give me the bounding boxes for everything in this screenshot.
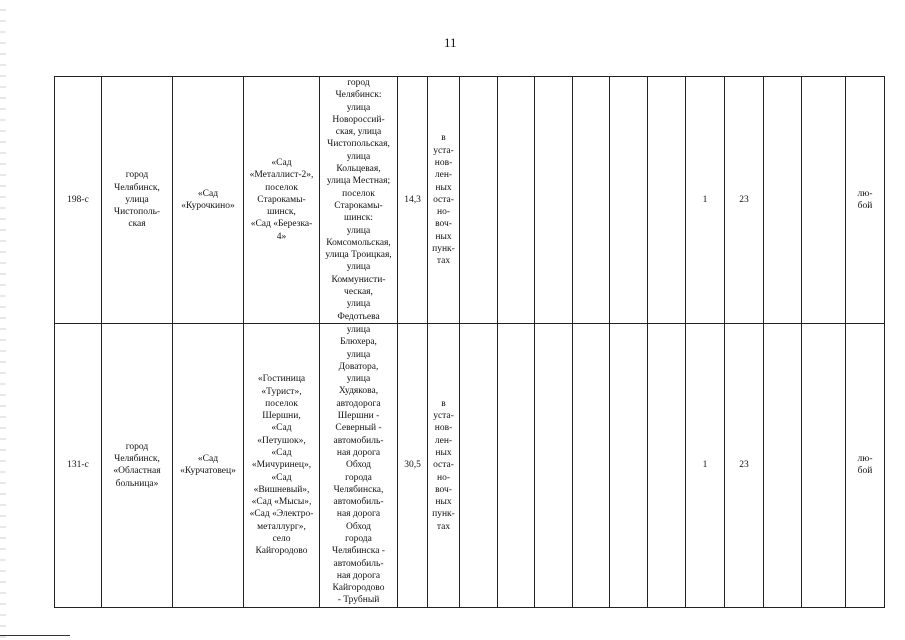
intermediate-stops-cell: «Гостиница «Турист», поселок Шершни, «Сад «Петушок», «Сад «Мичуринец», «Сад «Вишневый», «Сад «Мысы», «Сад «Электро- металлург», село Кайгородово [244, 323, 320, 607]
empty-cell [498, 77, 535, 324]
route-table [54, 76, 885, 608]
empty-cell [535, 323, 573, 607]
vehicle-count-cell: 1 [686, 77, 725, 324]
empty-cell [764, 77, 802, 324]
end-point-cell: «Сад «Курчатовец» [173, 323, 244, 607]
streets-cell: улица Блюхера, улица Доватора, улица Худякова, автодорога Шершни - Северный - автомобиль- ная дорога Обход города Челябинска, автомобиль- ная дорога Обход города Челябинска - автомобиль- ная дорога Кайгородово - Трубный [320, 323, 398, 607]
stops-order-cell: в уста- нов- лен- ных оста- но- воч- ных пунк- тах [428, 323, 460, 607]
vehicle-count-cell: 1 [686, 323, 725, 607]
route-length-class-cell: 23 [725, 323, 764, 607]
empty-cell [573, 77, 610, 324]
empty-cell [460, 77, 498, 324]
empty-cell [610, 77, 648, 324]
route-number-cell: 131-с [55, 323, 102, 607]
empty-cell [764, 323, 802, 607]
empty-cell [460, 323, 498, 607]
start-point-cell: город Челябинск, «Областная больница» [102, 323, 173, 607]
length-cell: 30,5 [398, 323, 428, 607]
vehicle-type-cell: лю- бой [846, 77, 885, 324]
stops-order-cell: в уста- нов- лен- ных оста- но- воч- ных пунк- тах [428, 77, 460, 324]
end-point-cell: «Сад «Курочкино» [173, 77, 244, 324]
empty-cell [802, 323, 846, 607]
scan-edge [0, 0, 6, 640]
empty-cell [573, 323, 610, 607]
table-row [55, 323, 885, 607]
intermediate-stops-cell: «Сад «Металлист-2», поселок Старокамы- шинск, «Сад «Березка- 4» [244, 77, 320, 324]
table-row [55, 77, 885, 324]
empty-cell [498, 323, 535, 607]
start-point-cell: город Челябинск, улица Чистополь- ская [102, 77, 173, 324]
route-length-class-cell: 23 [725, 77, 764, 324]
length-cell: 14,3 [398, 77, 428, 324]
empty-cell [610, 323, 648, 607]
route-number-cell: 198-с [55, 77, 102, 324]
empty-cell [648, 323, 686, 607]
empty-cell [802, 77, 846, 324]
empty-cell [535, 77, 573, 324]
vehicle-type-cell: лю- бой [846, 323, 885, 607]
footnote-divider [0, 635, 70, 636]
empty-cell [648, 77, 686, 324]
page-number: 11 [444, 35, 457, 50]
streets-cell: город Челябинск: улица Новороссий- ская, улица Чистопольская, улица Кольцевая, улица Местная; поселок Старокамы- шинск: улица Комсомольская, улица Троицкая, улица Коммунисти- ческая, улица Федотьева [320, 77, 398, 324]
